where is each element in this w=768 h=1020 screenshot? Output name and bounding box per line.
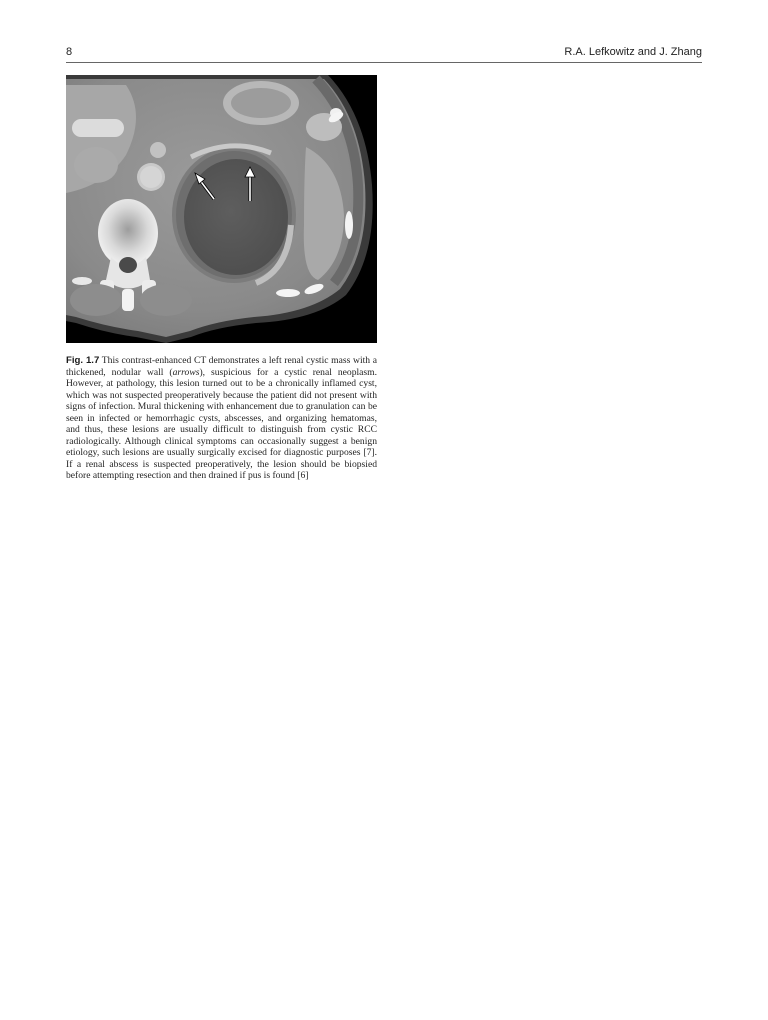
caption-italic-term: arrows — [172, 366, 200, 378]
running-header — [66, 42, 702, 62]
ct-scan-illustration — [66, 75, 377, 343]
ct-scan-image — [66, 75, 377, 343]
header-rule — [66, 62, 702, 63]
figure-caption — [66, 355, 377, 482]
figure-label: Fig. 1.7 — [66, 355, 100, 366]
running-header-authors: R.A. Lefkowitz and J. Zhang — [564, 46, 702, 58]
page-number: 8 — [66, 46, 73, 58]
caption-text-part-1: This contrast-enhanced CT demonstrates a left renal cystic mass with a thickened, nodular wall ( — [66, 355, 377, 378]
caption-text-part-2: ), suspicious for a cystic renal neoplasm. However, at pathology, this lesion turned out to be a chronically inflamed cyst, which was not suspected preoperatively because the patient did not present with signs of infection. Mural thickening with enhancement due to granulation can be seen in infected or hemorrhagic cysts, abscesses, and organizing hematomas, and thus, these lesions are usually difficult to distinguish from cystic RCC radiologically. Although clinical symptoms can occasionally suggest a benign etiology, such lesions are usually surgically excised for diagnostic purposes [7]. If a renal abscess is suspected preoperatively, the lesion should be biopsied before attempting resection and then drained if pus is found [6] — [66, 366, 378, 481]
